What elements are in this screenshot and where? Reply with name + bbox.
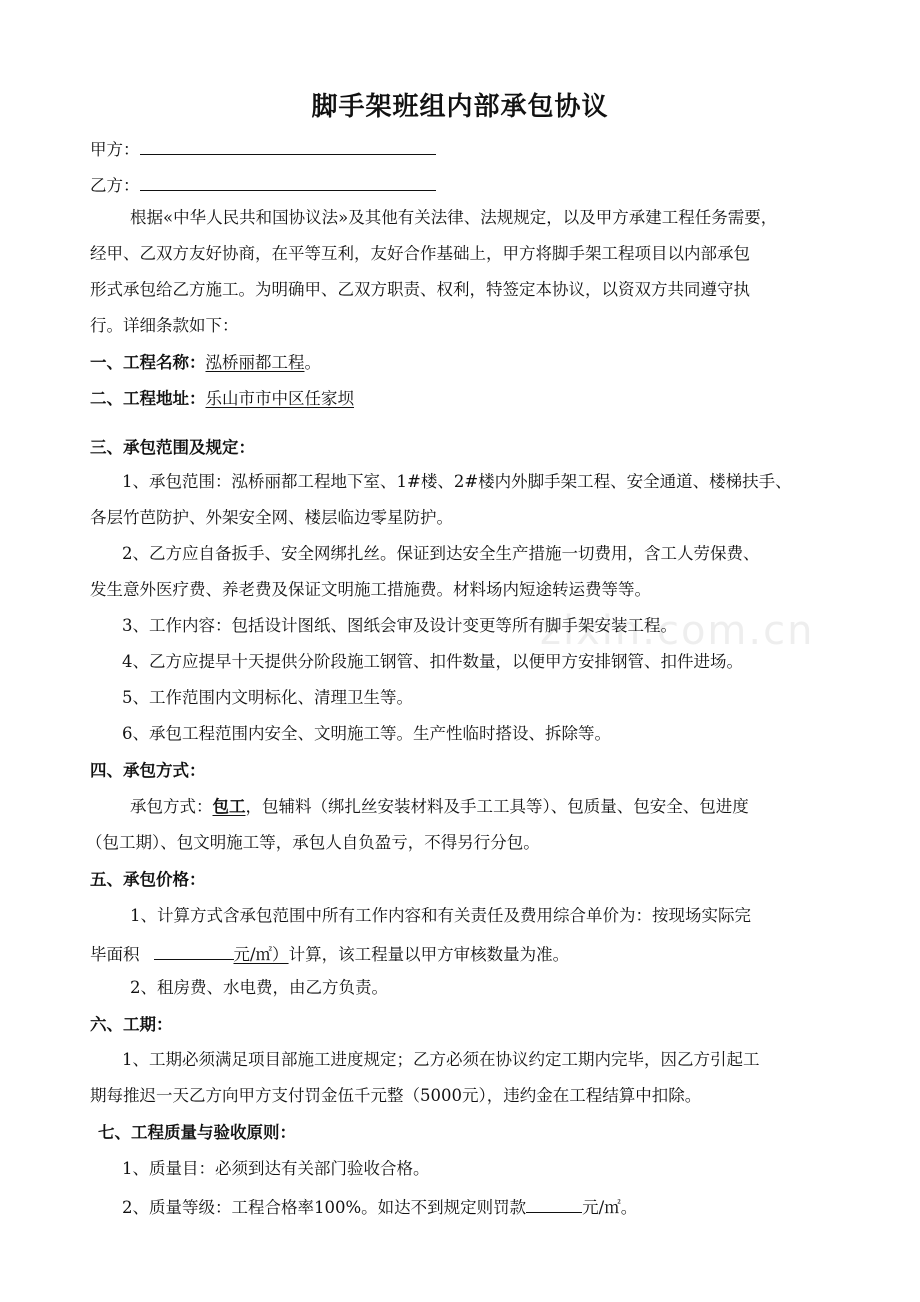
section-3-line: 发生意外医疗费、养老费及保证文明施工措施费。材料场内短途转运费等等。 — [90, 580, 651, 599]
section-5-rest: 计算，该工程量以甲方审核数量为准。 — [288, 945, 570, 964]
section-3-line: 6、承包工程范围内安全、文明施工等。生产性临时搭设、拆除等。 — [122, 724, 611, 743]
section-5-heading: 五、承包价格： — [90, 870, 206, 889]
section-1-label: 一、工程名称： — [90, 353, 206, 372]
section-5-prefix: 毕面积 — [90, 945, 140, 964]
section-7-line — [122, 1194, 637, 1219]
intro-line: 行。详细条款如下： — [90, 316, 239, 335]
section-1 — [90, 352, 321, 374]
section-6-line: 1、工期必须满足项目部施工进度规定；乙方必须在协议约定工期内完毕，因乙方引起工 — [122, 1050, 760, 1069]
party-b-line — [90, 172, 436, 197]
section-7-heading: 七、工程质量与验收原则： — [98, 1123, 296, 1142]
section-1-end: 。 — [304, 353, 321, 372]
party-b-blank — [140, 172, 436, 191]
project-address: 乐山市市中区任家坝 — [205, 389, 354, 408]
section-5-line — [90, 941, 569, 966]
section-3-line: 5、工作范围内文明标化、清理卫生等。 — [122, 688, 413, 707]
party-a-label: 甲方： — [90, 140, 140, 159]
section-4-prefix: 承包方式： — [130, 797, 213, 816]
section-4-heading: 四、承包方式： — [90, 761, 206, 780]
section-3-line: 4、乙方应提早十天提供分阶段施工钢管、扣件数量，以便甲方安排钢管、扣件进场。 — [122, 652, 743, 671]
section-3-line: 各层竹芭防护、外架安全网、楼层临边零星防护。 — [90, 508, 453, 527]
section-2 — [90, 388, 354, 410]
section-7-line: 1、质量目：必须到达有关部门验收合格。 — [122, 1159, 430, 1178]
project-name: 泓桥丽都工程 — [205, 353, 305, 372]
section-5-line: 2、租房费、水电费，由乙方负责。 — [130, 978, 388, 997]
watermark: zixin.com.cn — [540, 608, 815, 654]
section-3-line: 2、乙方应自备扳手、安全网绑扎丝。保证到达安全生产措施一切费用，含工人劳保费、 — [122, 544, 760, 563]
section-4-rest: ，包辅料（绑扎丝安装材料及手工工具等）、包质量、包安全、包进度 — [245, 797, 749, 816]
party-b-label: 乙方： — [90, 176, 140, 195]
section-3-heading: 三、承包范围及规定： — [90, 438, 255, 457]
intro-line: 根据«中华人民共和国协议法»及其他有关法律、法规规定，以及甲方承建工程任务需要， — [130, 208, 778, 227]
contract-mode: 包工 — [212, 797, 246, 816]
page-title: 脚手架班组内部承包协议 — [311, 92, 609, 122]
unit-price-blank — [154, 941, 234, 960]
party-a-line — [90, 136, 436, 161]
section-4-line — [130, 796, 749, 818]
penalty-blank — [526, 1194, 582, 1213]
section-7-prefix: 2、质量等级：工程合格率100%。如达不到规定则罚款 — [122, 1198, 527, 1217]
intro-line: 经甲、乙双方友好协商，在平等互利，友好合作基础上，甲方将脚手架工程项目以内部承包 — [90, 244, 750, 263]
section-5-line: 1、计算方式含承包范围中所有工作内容和有关责任及费用综合单价为：按现场实际完 — [130, 906, 751, 925]
section-7-unit: 元/㎡。 — [582, 1198, 638, 1217]
section-2-label: 二、工程地址： — [90, 389, 206, 408]
intro-line: 形式承包给乙方施工。为明确甲、乙双方职责、权利，特签定本协议，以资双方共同遵守执 — [90, 280, 750, 299]
section-5-unit: 元/㎡） — [233, 945, 289, 964]
section-6-heading: 六、工期： — [90, 1015, 173, 1034]
section-3-line: 3、工作内容：包括设计图纸、图纸会审及设计变更等所有脚手架安装工程。 — [122, 616, 677, 635]
section-6-line: 期每推迟一天乙方向甲方支付罚金伍千元整（5000元），违约金在工程结算中扣除。 — [90, 1086, 702, 1105]
party-a-blank — [140, 136, 436, 155]
section-3-line: 1、承包范围：泓桥丽都工程地下室、1#楼、2#楼内外脚手架工程、安全通道、楼梯扶手、 — [122, 472, 792, 491]
section-4-line: （包工期）、包文明施工等，承包人自负盈亏，不得另行分包。 — [86, 833, 540, 852]
